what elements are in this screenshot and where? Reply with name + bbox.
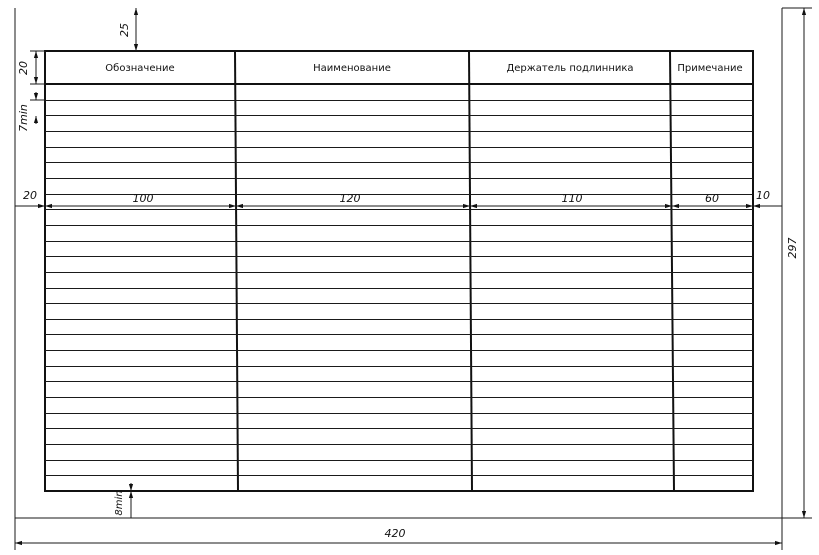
dim-col3-width: 110 [561, 192, 583, 205]
table-rows [45, 101, 753, 476]
column-divider-1 [235, 51, 238, 491]
header-name: Наименование [313, 63, 391, 74]
dim-col4-width: 60 [705, 192, 719, 205]
dim-right-margin: 10 [756, 189, 770, 202]
column-divider-2 [469, 51, 472, 491]
dim-top-margin: 25 [118, 23, 131, 37]
header-designation: Обозначение [105, 63, 175, 74]
dim-left-margin: 20 [23, 189, 37, 202]
column-divider-3 [670, 51, 674, 491]
dim-sheet-height: 297 [786, 237, 799, 259]
dim-bottom-margin: 8min [114, 490, 125, 516]
dim-col2-width: 120 [339, 192, 361, 205]
dim-header-height: 20 [17, 61, 30, 75]
header-note: Примечание [677, 63, 743, 74]
table-frame [45, 51, 753, 491]
dim-row-height: 7min [17, 104, 30, 132]
dim-sheet-width: 420 [384, 527, 406, 540]
dim-col1-width: 100 [132, 192, 154, 205]
header-original-holder: Держатель подлинника [506, 63, 634, 74]
